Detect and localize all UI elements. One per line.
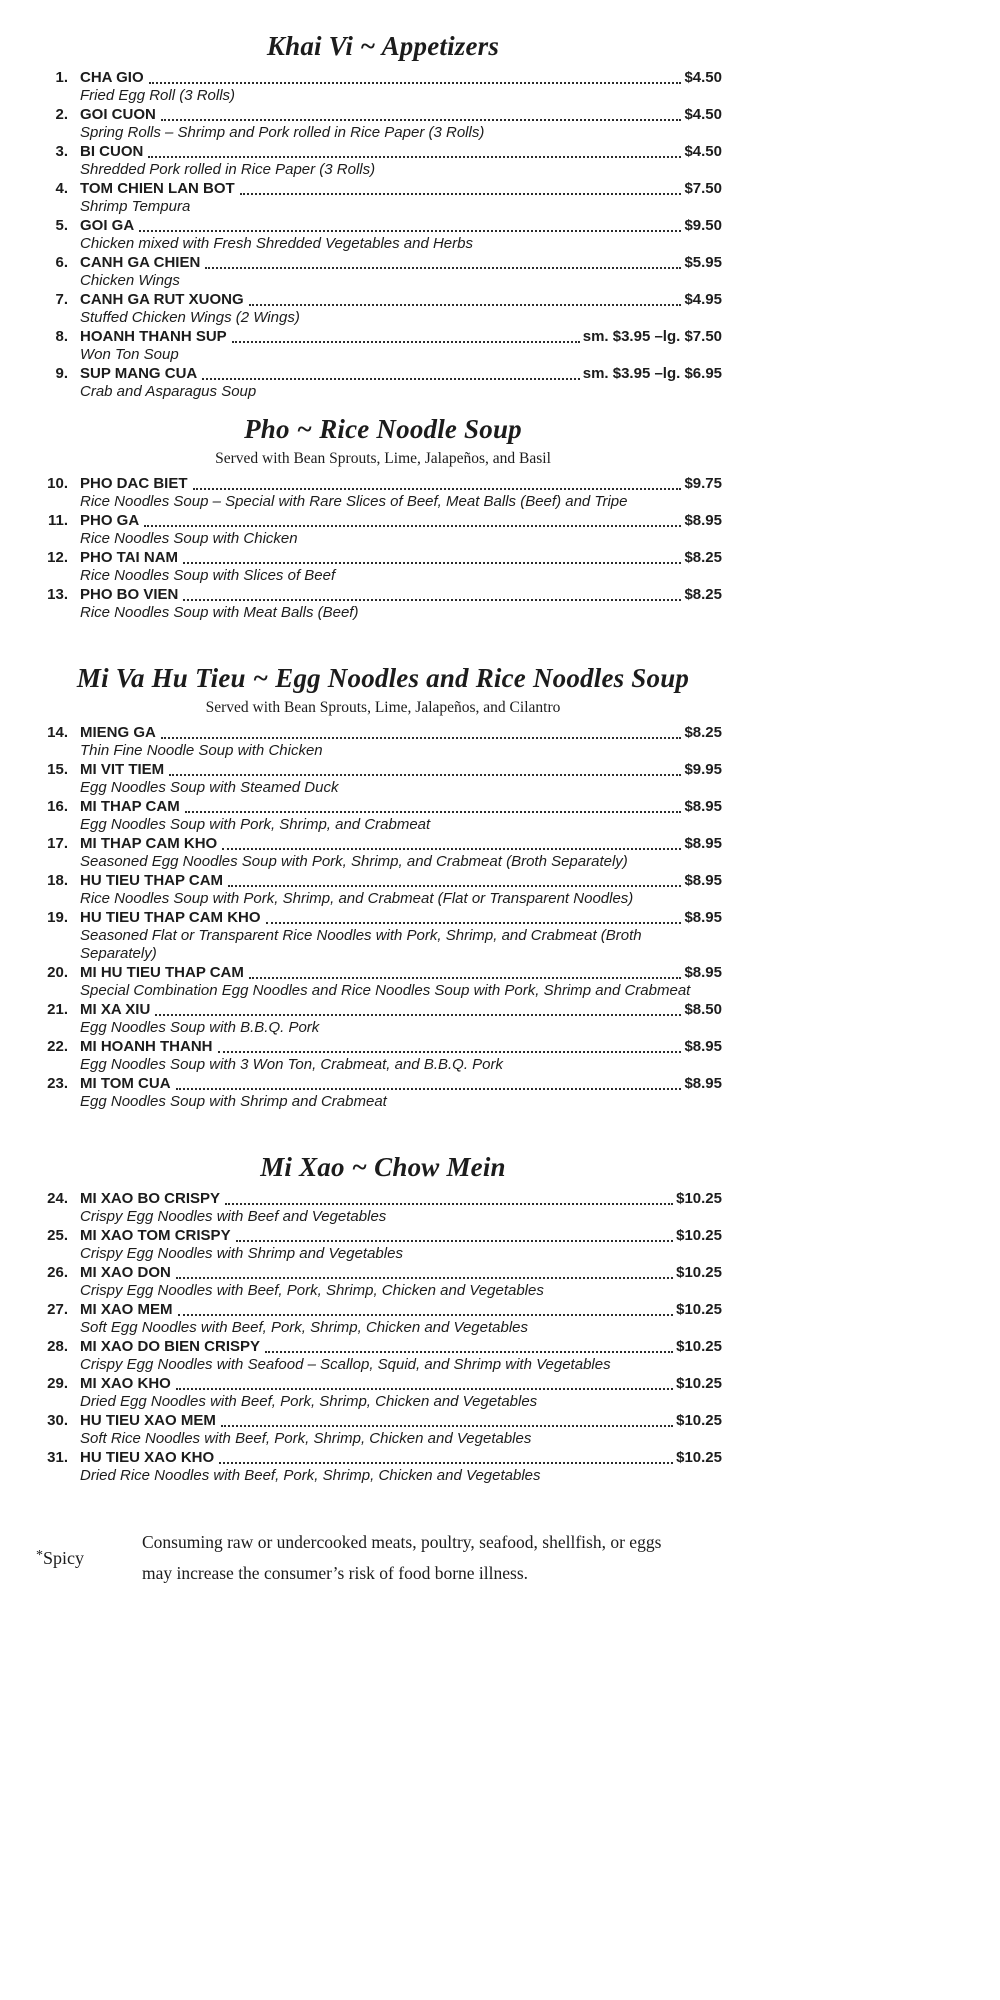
item-name: HOANH THANH SUP <box>80 328 227 345</box>
section-subtitle: Served with Bean Sprouts, Lime, Jalapeños, and Basil <box>215 450 551 467</box>
dot-leader <box>225 1200 673 1205</box>
menu-item <box>44 1190 722 1226</box>
menu-item <box>44 909 722 963</box>
menu-item <box>44 964 722 1000</box>
spicy-label: Spicy <box>43 1547 85 1568</box>
dot-leader <box>205 264 681 269</box>
item-number: 29. <box>47 1375 68 1392</box>
item-description: Egg Noodles Soup with 3 Won Ton, Crabmeat, and B.B.Q. Pork <box>80 1056 504 1073</box>
item-description: Special Combination Egg Noodles and Rice Noodles Soup with Pork, Shrimp and Crabmeat <box>80 982 691 999</box>
item-price: $9.50 <box>684 217 722 234</box>
item-price: $10.25 <box>676 1301 722 1318</box>
item-name: GOI GA <box>80 217 135 234</box>
item-name: MI XAO TOM CRISPY <box>80 1227 231 1244</box>
menu-page <box>36 0 722 1589</box>
item-number: 5. <box>55 217 68 234</box>
item-description: Rice Noodles Soup with Pork, Shrimp, and Crabmeat (Flat or Transparent Noodles) <box>80 890 634 907</box>
item-line <box>44 180 722 198</box>
dot-leader <box>176 1085 682 1090</box>
menu-item <box>44 1038 722 1074</box>
menu-item <box>44 475 722 511</box>
item-name: MI XAO DON <box>80 1264 171 1281</box>
dot-leader <box>178 1311 674 1316</box>
item-price: $4.50 <box>684 143 722 160</box>
item-description: Egg Noodles Soup with Shrimp and Crabmeat <box>80 1093 387 1110</box>
menu-item <box>44 761 722 797</box>
dot-leader <box>236 1237 674 1242</box>
item-line <box>44 1412 722 1430</box>
item-price: $4.50 <box>684 69 722 86</box>
item-number: 21. <box>47 1001 68 1018</box>
item-number: 26. <box>47 1264 68 1281</box>
dot-leader <box>183 596 681 601</box>
dot-leader <box>249 974 682 979</box>
dot-leader <box>202 375 580 380</box>
item-description: Rice Noodles Soup with Meat Balls (Beef) <box>80 604 359 621</box>
dot-leader <box>222 845 681 850</box>
item-price: $8.25 <box>684 724 722 741</box>
item-price: $8.95 <box>684 872 722 889</box>
item-description: Soft Egg Noodles with Beef, Pork, Shrimp, Chicken and Vegetables <box>80 1319 529 1336</box>
item-description: Rice Noodles Soup with Slices of Beef <box>80 567 336 584</box>
dot-leader <box>219 1459 673 1464</box>
dot-leader <box>249 301 682 306</box>
item-number: 6. <box>55 254 68 271</box>
menu-sections <box>44 30 722 1485</box>
menu-item <box>44 106 722 142</box>
item-number: 28. <box>47 1338 68 1355</box>
item-description: Crab and Asparagus Soup <box>80 383 257 400</box>
item-price: $10.25 <box>676 1190 722 1207</box>
item-price: $8.95 <box>684 964 722 981</box>
item-name: MI TOM CUA <box>80 1075 171 1092</box>
item-name: MI HOANH THANH <box>80 1038 213 1055</box>
dot-leader <box>183 559 681 564</box>
item-line <box>44 291 722 309</box>
item-name: PHO BO VIEN <box>80 586 179 603</box>
item-price: $8.25 <box>684 586 722 603</box>
item-description: Stuffed Chicken Wings (2 Wings) <box>80 309 300 326</box>
item-number: 10. <box>47 475 68 492</box>
item-price: $10.25 <box>676 1449 722 1466</box>
item-price: $8.95 <box>684 512 722 529</box>
menu-item <box>44 1001 722 1037</box>
health-disclaimer <box>142 1527 661 1589</box>
item-line <box>44 475 722 493</box>
item-number: 17. <box>47 835 68 852</box>
menu-item <box>44 724 722 760</box>
item-line <box>44 549 722 567</box>
item-description: Seasoned Egg Noodles Soup with Pork, Shrimp, and Crabmeat (Broth Separately) <box>80 853 628 870</box>
item-price: sm. $3.95 –lg. $7.50 <box>582 328 722 345</box>
item-description: Egg Noodles Soup with Steamed Duck <box>80 779 339 796</box>
menu-item <box>44 586 722 622</box>
item-line <box>44 1001 722 1019</box>
item-line <box>44 724 722 742</box>
item-number: 3. <box>55 143 68 160</box>
menu-item <box>44 1227 722 1263</box>
item-price: $10.25 <box>676 1338 722 1355</box>
dot-leader <box>232 338 580 343</box>
item-name: MI XAO MEM <box>80 1301 173 1318</box>
dot-leader <box>149 79 682 84</box>
item-price: $8.95 <box>684 835 722 852</box>
item-name: PHO TAI NAM <box>80 549 179 566</box>
item-name: CHA GIO <box>80 69 144 86</box>
section-title: Mi Xao ~ Chow Mein <box>260 1152 506 1182</box>
item-line <box>44 217 722 235</box>
item-number: 7. <box>55 291 68 308</box>
item-name: MI THAP CAM <box>80 798 180 815</box>
item-line <box>44 1375 722 1393</box>
item-description: Won Ton Soup <box>80 346 179 363</box>
item-description: Thin Fine Noodle Soup with Chicken <box>80 742 323 759</box>
item-name: MI XAO BO CRISPY <box>80 1190 221 1207</box>
dot-leader <box>161 116 682 121</box>
item-price: $10.25 <box>676 1227 722 1244</box>
item-description: Rice Noodles Soup – Special with Rare Slices of Beef, Meat Balls (Beef) and Tripe <box>80 493 628 510</box>
menu-section <box>44 662 722 1111</box>
section-title: Pho ~ Rice Noodle Soup <box>244 414 522 444</box>
item-name: HU TIEU THAP CAM <box>80 872 224 889</box>
item-line <box>44 69 722 87</box>
item-name: MI THAP CAM KHO <box>80 835 218 852</box>
dot-leader <box>221 1422 673 1427</box>
item-name: MI XA XIU <box>80 1001 151 1018</box>
item-line <box>44 1264 722 1282</box>
menu-item <box>44 291 722 327</box>
dot-leader <box>228 882 681 887</box>
spicy-note <box>36 1548 142 1569</box>
item-price: $8.95 <box>684 1075 722 1092</box>
item-number: 18. <box>47 872 68 889</box>
menu-item <box>44 328 722 364</box>
item-name: HU TIEU XAO MEM <box>80 1412 216 1429</box>
item-number: 27. <box>47 1301 68 1318</box>
item-number: 14. <box>47 724 68 741</box>
item-price: $4.50 <box>684 106 722 123</box>
dot-leader <box>176 1385 673 1390</box>
menu-item <box>44 798 722 834</box>
menu-section <box>44 1151 722 1485</box>
item-description: Fried Egg Roll (3 Rolls) <box>80 87 236 104</box>
item-number: 23. <box>47 1075 68 1092</box>
item-line <box>44 1301 722 1319</box>
item-number: 1. <box>55 69 68 86</box>
item-price: $10.25 <box>676 1412 722 1429</box>
dot-leader <box>144 522 681 527</box>
disclaimer-line-1: Consuming raw or undercooked meats, poultry, seafood, shellfish, or eggs <box>142 1532 662 1552</box>
item-name: CANH GA RUT XUONG <box>80 291 244 308</box>
item-description: Crispy Egg Noodles with Seafood – Scallop, Squid, and Shrimp with Vegetables <box>80 1356 611 1373</box>
item-line <box>44 512 722 530</box>
item-name: MIENG GA <box>80 724 156 741</box>
menu-item <box>44 217 722 253</box>
item-price: $9.95 <box>684 761 722 778</box>
menu-item <box>44 254 722 290</box>
item-price: $8.95 <box>684 1038 722 1055</box>
item-line <box>44 1075 722 1093</box>
item-description: Shredded Pork rolled in Rice Paper (3 Rolls) <box>80 161 376 178</box>
item-line <box>44 964 722 982</box>
item-number: 15. <box>47 761 68 778</box>
item-number: 2. <box>55 106 68 123</box>
item-line <box>44 1190 722 1208</box>
menu-item <box>44 1338 722 1374</box>
item-description: Dried Egg Noodles with Beef, Pork, Shrimp, Chicken and Vegetables <box>80 1393 538 1410</box>
item-price: $8.50 <box>684 1001 722 1018</box>
menu-item <box>44 549 722 585</box>
item-price: $10.25 <box>676 1375 722 1392</box>
disclaimer-line-2: may increase the consumer’s risk of food borne illness. <box>142 1563 529 1583</box>
dot-leader <box>155 1011 681 1016</box>
item-number: 25. <box>47 1227 68 1244</box>
menu-item <box>44 69 722 105</box>
item-description: Chicken mixed with Fresh Shredded Vegetables and Herbs <box>80 235 473 252</box>
item-name: CANH GA CHIEN <box>80 254 201 271</box>
dot-leader <box>185 808 682 813</box>
item-name: PHO GA <box>80 512 140 529</box>
menu-item <box>44 1412 722 1448</box>
item-name: MI XAO DO BIEN CRISPY <box>80 1338 261 1355</box>
menu-item <box>44 1264 722 1300</box>
item-name: HU TIEU THAP CAM KHO <box>80 909 261 926</box>
item-name: BI CUON <box>80 143 144 160</box>
menu-item <box>44 835 722 871</box>
item-number: 13. <box>47 586 68 603</box>
item-line <box>44 586 722 604</box>
item-line <box>44 254 722 272</box>
item-line <box>44 143 722 161</box>
item-price: $4.95 <box>684 291 722 308</box>
item-description: Egg Noodles Soup with Pork, Shrimp, and Crabmeat <box>80 816 431 833</box>
item-number: 19. <box>47 909 68 926</box>
spicy-asterisk: * <box>36 1547 43 1563</box>
item-description: Crispy Egg Noodles with Beef, Pork, Shrimp, Chicken and Vegetables <box>80 1282 544 1299</box>
item-line <box>44 909 722 927</box>
item-number: 12. <box>47 549 68 566</box>
item-description: Chicken Wings <box>80 272 180 289</box>
item-line <box>44 1038 722 1056</box>
item-line <box>44 761 722 779</box>
item-number: 8. <box>55 328 68 345</box>
section-title: Khai Vi ~ Appetizers <box>266 31 500 61</box>
item-price: $9.75 <box>684 475 722 492</box>
dot-leader <box>240 190 682 195</box>
menu-item <box>44 180 722 216</box>
menu-footer <box>36 1527 722 1589</box>
item-line <box>44 835 722 853</box>
item-number: 30. <box>47 1412 68 1429</box>
menu-section <box>44 30 722 401</box>
item-name: MI HU TIEU THAP CAM <box>80 964 244 981</box>
item-name: PHO DAC BIET <box>80 475 188 492</box>
item-line <box>44 365 722 383</box>
item-name: SUP MANG CUA <box>80 365 198 382</box>
item-description: Spring Rolls – Shrimp and Pork rolled in Rice Paper (3 Rolls) <box>80 124 485 141</box>
dot-leader <box>266 919 682 924</box>
item-number: 20. <box>47 964 68 981</box>
item-number: 24. <box>47 1190 68 1207</box>
item-price: sm. $3.95 –lg. $6.95 <box>582 365 722 382</box>
item-number: 4. <box>55 180 68 197</box>
item-line <box>44 106 722 124</box>
dot-leader <box>139 227 681 232</box>
item-line <box>44 1449 722 1467</box>
menu-item <box>44 1449 722 1485</box>
item-number: 9. <box>55 365 68 382</box>
dot-leader <box>265 1348 673 1353</box>
item-price: $7.50 <box>684 180 722 197</box>
item-description: Crispy Egg Noodles with Beef and Vegetables <box>80 1208 387 1225</box>
menu-section <box>44 413 722 622</box>
item-price: $10.25 <box>676 1264 722 1281</box>
menu-item <box>44 143 722 179</box>
dot-leader <box>161 734 682 739</box>
menu-item <box>44 512 722 548</box>
item-description: Rice Noodles Soup with Chicken <box>80 530 298 547</box>
menu-item <box>44 872 722 908</box>
dot-leader <box>176 1274 673 1279</box>
item-line <box>44 1227 722 1245</box>
item-name: TOM CHIEN LAN BOT <box>80 180 235 197</box>
item-line <box>44 328 722 346</box>
menu-item <box>44 1301 722 1337</box>
item-number: 16. <box>47 798 68 815</box>
dot-leader <box>218 1048 682 1053</box>
item-description: Dried Rice Noodles with Beef, Pork, Shrimp, Chicken and Vegetables <box>80 1467 541 1484</box>
item-price: $8.25 <box>684 549 722 566</box>
item-price: $5.95 <box>684 254 722 271</box>
item-name: MI VIT TIEM <box>80 761 165 778</box>
section-subtitle: Served with Bean Sprouts, Lime, Jalapeños, and Cilantro <box>205 699 561 716</box>
item-number: 22. <box>47 1038 68 1055</box>
menu-item <box>44 365 722 401</box>
item-description: Soft Rice Noodles with Beef, Pork, Shrimp, Chicken and Vegetables <box>80 1430 532 1447</box>
item-price: $8.95 <box>684 798 722 815</box>
item-description: Seasoned Flat or Transparent Rice Noodles with Pork, Shrimp, and Crabmeat (Broth Separately) <box>80 927 642 962</box>
item-line <box>44 872 722 890</box>
dot-leader <box>148 153 681 158</box>
section-title: Mi Va Hu Tieu ~ Egg Noodles and Rice Noodles Soup <box>76 663 690 693</box>
menu-item <box>44 1075 722 1111</box>
item-number: 31. <box>47 1449 68 1466</box>
item-name: GOI CUON <box>80 106 156 123</box>
item-description: Egg Noodles Soup with B.B.Q. Pork <box>80 1019 320 1036</box>
item-price: $8.95 <box>684 909 722 926</box>
item-description: Shrimp Tempura <box>80 198 191 215</box>
item-name: MI XAO KHO <box>80 1375 171 1392</box>
dot-leader <box>193 485 682 490</box>
menu-item <box>44 1375 722 1411</box>
dot-leader <box>169 771 681 776</box>
item-number: 11. <box>47 512 68 529</box>
item-description: Crispy Egg Noodles with Shrimp and Vegetables <box>80 1245 403 1262</box>
item-name: HU TIEU XAO KHO <box>80 1449 215 1466</box>
item-line <box>44 1338 722 1356</box>
item-line <box>44 798 722 816</box>
